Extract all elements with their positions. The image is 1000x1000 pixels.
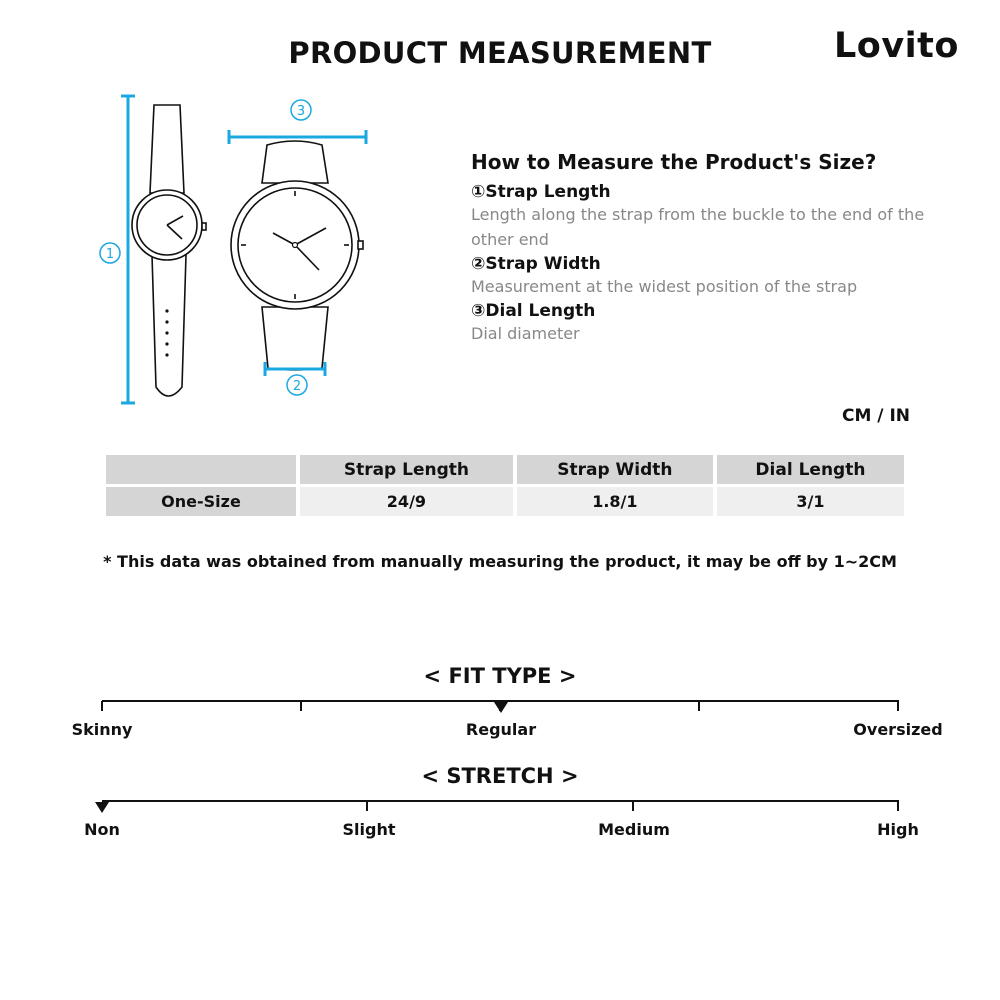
table-row [106,487,904,516]
svg-text:1: 1 [105,247,115,262]
stretch-marker [95,802,109,813]
fit-type-label-regular: Regular [465,720,537,739]
table-header-cell: Strap Length [300,455,513,484]
table-row-label: One-Size [106,487,296,516]
fit-type-tick [300,701,302,711]
fit-type-label-skinny: Skinny [71,720,133,739]
guide-item-desc: Length along the strap from the buckle to the end of the other end [471,205,925,249]
size-table [102,452,908,519]
watch-front-view [231,141,363,370]
brand-logo: Lovito [834,26,959,66]
stretch-scale-line [102,800,899,802]
stretch-title: < STRETCH > [421,764,579,788]
watch-measurement-diagram [90,85,390,415]
guide-item-desc: Dial diameter [471,324,580,343]
table-header-row [106,455,904,484]
unit-label: CM / IN [842,406,910,426]
strap-length-indicator [121,96,135,403]
guide-item-title: ①Strap Length [471,182,611,202]
table-cell: 1.8/1 [517,487,713,516]
svg-text:2: 2 [292,379,302,394]
table-cell: 3/1 [717,487,904,516]
stretch-tick [366,801,368,811]
stretch-label-high: High [877,820,919,839]
guide-item-title: ②Strap Width [471,254,601,274]
guide-item-title: ③Dial Length [471,301,596,321]
guide-heading: How to Measure the Product's Size? [471,150,877,174]
stretch-tick [632,801,634,811]
stretch-label-slight: Slight [342,820,396,839]
stretch-label-medium: Medium [598,820,670,839]
stretch-tick [897,801,899,811]
fit-type-tick [101,701,103,711]
table-cell: 24/9 [300,487,513,516]
table-header-cell: Dial Length [717,455,904,484]
fit-type-tick [698,701,700,711]
watch-side-view [132,105,206,396]
fit-type-label-oversized: Oversized [853,720,943,739]
fit-type-title: < FIT TYPE > [423,664,577,688]
guide-item-desc: Measurement at the widest position of the strap [471,277,858,296]
measurement-guide [471,150,941,348]
table-header-cell [106,455,296,484]
fit-type-tick [897,701,899,711]
stretch-label-non: Non [84,820,120,839]
table-header-cell: Strap Width [517,455,713,484]
fit-type-marker [494,702,508,713]
svg-text:3: 3 [296,104,306,119]
measurement-note: * This data was obtained from manually measuring the product, it may be off by 1~2CM [103,552,897,571]
page-title: PRODUCT MEASUREMENT [288,36,712,70]
